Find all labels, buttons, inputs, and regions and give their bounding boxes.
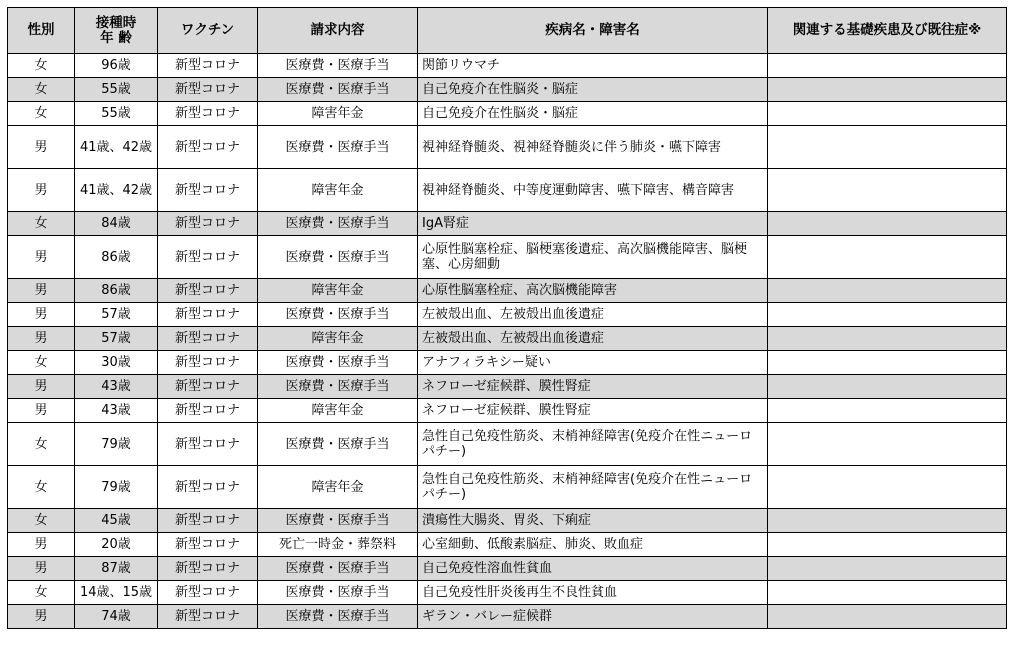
cell-sex: 男 [8,279,75,303]
cell-sex: 女 [8,102,75,126]
table-row [8,212,1007,236]
cell-notes [768,303,1007,327]
cell-vaccine: 新型コロナ [158,351,258,375]
table-row [8,169,1007,212]
cell-age: 79歳 [75,423,158,466]
table-row [8,327,1007,351]
cell-sex: 女 [8,466,75,509]
table-row [8,78,1007,102]
cell-disease: 自己免疫介在性脳炎・脳症 [418,78,768,102]
cell-sex: 女 [8,212,75,236]
cell-sex: 女 [8,581,75,605]
cell-age: 79歳 [75,466,158,509]
cell-claim: 医療費・医療手当 [258,375,418,399]
cell-notes [768,327,1007,351]
cell-vaccine: 新型コロナ [158,605,258,629]
cell-vaccine: 新型コロナ [158,399,258,423]
cell-age: 41歳、42歳 [75,126,158,169]
cell-vaccine: 新型コロナ [158,54,258,78]
cell-sex: 男 [8,327,75,351]
table-row [8,581,1007,605]
cell-notes [768,533,1007,557]
cell-claim: 医療費・医療手当 [258,303,418,327]
cell-sex: 男 [8,399,75,423]
cell-claim: 障害年金 [258,279,418,303]
header-age [75,8,158,54]
cell-claim: 医療費・医療手当 [258,78,418,102]
cell-notes [768,279,1007,303]
header-vaccine: ワクチン [158,8,258,54]
cell-age: 87歳 [75,557,158,581]
cell-age: 55歳 [75,102,158,126]
table-row [8,509,1007,533]
cell-disease: 急性自己免疫性筋炎、末梢神経障害(免疫介在性ニューロパチー) [418,466,768,509]
cell-claim: 医療費・医療手当 [258,54,418,78]
cell-age: 57歳 [75,327,158,351]
cell-vaccine: 新型コロナ [158,78,258,102]
cell-disease: 自己免疫性溶血性貧血 [418,557,768,581]
cell-disease: 自己免疫介在性脳炎・脳症 [418,102,768,126]
cell-notes [768,605,1007,629]
table-row [8,399,1007,423]
cell-vaccine: 新型コロナ [158,466,258,509]
cell-age: 86歳 [75,279,158,303]
cell-vaccine: 新型コロナ [158,423,258,466]
cell-age: 86歳 [75,236,158,279]
cell-sex: 男 [8,126,75,169]
table-row [8,351,1007,375]
cell-notes [768,351,1007,375]
cell-notes [768,557,1007,581]
table-row [8,54,1007,78]
cell-notes [768,509,1007,533]
cell-disease: 左被殻出血、左被殻出血後遺症 [418,303,768,327]
table-row [8,126,1007,169]
cell-claim: 障害年金 [258,466,418,509]
cell-disease: アナフィラキシー疑い [418,351,768,375]
cell-claim: 障害年金 [258,169,418,212]
cell-claim: 医療費・医療手当 [258,212,418,236]
header-sex: 性別 [8,8,75,54]
cell-age: 84歳 [75,212,158,236]
cell-notes [768,375,1007,399]
header-row [8,8,1007,54]
cell-claim: 障害年金 [258,399,418,423]
cell-notes [768,126,1007,169]
cell-disease: ネフローゼ症候群、膜性腎症 [418,399,768,423]
cell-vaccine: 新型コロナ [158,327,258,351]
cell-vaccine: 新型コロナ [158,303,258,327]
cell-disease: 潰瘍性大腸炎、胃炎、下痢症 [418,509,768,533]
cell-age: 74歳 [75,605,158,629]
cell-age: 20歳 [75,533,158,557]
cell-vaccine: 新型コロナ [158,212,258,236]
cell-claim: 医療費・医療手当 [258,126,418,169]
cell-sex: 女 [8,54,75,78]
cell-vaccine: 新型コロナ [158,236,258,279]
header-notes: 関連する基礎疾患及び既往症※ [768,8,1007,54]
header-age-line1: 接種時 [95,14,137,31]
header-disease: 疾病名・障害名 [418,8,768,54]
cell-age: 43歳 [75,399,158,423]
table-body [8,54,1007,629]
table-row [8,236,1007,279]
header-claim: 請求内容 [258,8,418,54]
cell-notes [768,54,1007,78]
cell-notes [768,581,1007,605]
cell-sex: 男 [8,236,75,279]
cell-notes [768,212,1007,236]
cell-notes [768,399,1007,423]
cell-vaccine: 新型コロナ [158,126,258,169]
cell-claim: 死亡一時金・葬祭料 [258,533,418,557]
cell-vaccine: 新型コロナ [158,102,258,126]
cell-sex: 男 [8,169,75,212]
cell-vaccine: 新型コロナ [158,279,258,303]
cell-vaccine: 新型コロナ [158,533,258,557]
cell-disease: 視神経脊髄炎、中等度運動障害、嚥下障害、構音障害 [418,169,768,212]
cell-claim: 医療費・医療手当 [258,605,418,629]
cell-notes [768,236,1007,279]
table-row [8,375,1007,399]
cell-notes [768,423,1007,466]
cell-sex: 男 [8,303,75,327]
cell-sex: 女 [8,423,75,466]
cell-claim: 医療費・医療手当 [258,557,418,581]
cell-age: 57歳 [75,303,158,327]
cell-notes [768,78,1007,102]
table-row [8,279,1007,303]
cell-sex: 男 [8,605,75,629]
cell-age: 55歳 [75,78,158,102]
cell-age: 96歳 [75,54,158,78]
cell-disease: ネフローゼ症候群、膜性腎症 [418,375,768,399]
cell-disease: ギラン・バレー症候群 [418,605,768,629]
cell-sex: 男 [8,533,75,557]
cell-claim: 障害年金 [258,102,418,126]
cell-disease: 左被殻出血、左被殻出血後遺症 [418,327,768,351]
cell-claim: 医療費・医療手当 [258,509,418,533]
cell-vaccine: 新型コロナ [158,169,258,212]
cell-age: 14歳、15歳 [75,581,158,605]
cell-sex: 男 [8,557,75,581]
cell-sex: 女 [8,78,75,102]
cell-notes [768,466,1007,509]
cell-claim: 障害年金 [258,327,418,351]
cell-disease: 急性自己免疫性筋炎、末梢神経障害(免疫介在性ニューロパチー) [418,423,768,466]
cell-age: 41歳、42歳 [75,169,158,212]
cell-age: 43歳 [75,375,158,399]
table-row [8,557,1007,581]
cell-age: 45歳 [75,509,158,533]
cell-sex: 女 [8,509,75,533]
cell-vaccine: 新型コロナ [158,509,258,533]
cell-sex: 男 [8,375,75,399]
cell-vaccine: 新型コロナ [158,557,258,581]
cell-age: 30歳 [75,351,158,375]
cell-disease: 視神経脊髄炎、視神経脊髄炎に伴う肺炎・嚥下障害 [418,126,768,169]
table-row [8,533,1007,557]
claims-table [7,7,1007,629]
cell-disease: 自己免疫性肝炎後再生不良性貧血 [418,581,768,605]
cell-sex: 女 [8,351,75,375]
table-row [8,605,1007,629]
cell-disease: IgA腎症 [418,212,768,236]
cell-disease: 関節リウマチ [418,54,768,78]
cell-claim: 医療費・医療手当 [258,351,418,375]
table-row [8,102,1007,126]
cell-disease: 心原性脳塞栓症、脳梗塞後遺症、高次脳機能障害、脳梗塞、心房細動 [418,236,768,279]
cell-claim: 医療費・医療手当 [258,236,418,279]
cell-disease: 心室細動、低酸素脳症、肺炎、敗血症 [418,533,768,557]
header-age-line2: 年 齢 [100,29,132,46]
table-row [8,303,1007,327]
cell-vaccine: 新型コロナ [158,581,258,605]
cell-notes [768,102,1007,126]
table-row [8,466,1007,509]
cell-disease: 心原性脳塞栓症、高次脳機能障害 [418,279,768,303]
cell-vaccine: 新型コロナ [158,375,258,399]
cell-notes [768,169,1007,212]
cell-claim: 医療費・医療手当 [258,423,418,466]
table-row [8,423,1007,466]
cell-claim: 医療費・医療手当 [258,581,418,605]
